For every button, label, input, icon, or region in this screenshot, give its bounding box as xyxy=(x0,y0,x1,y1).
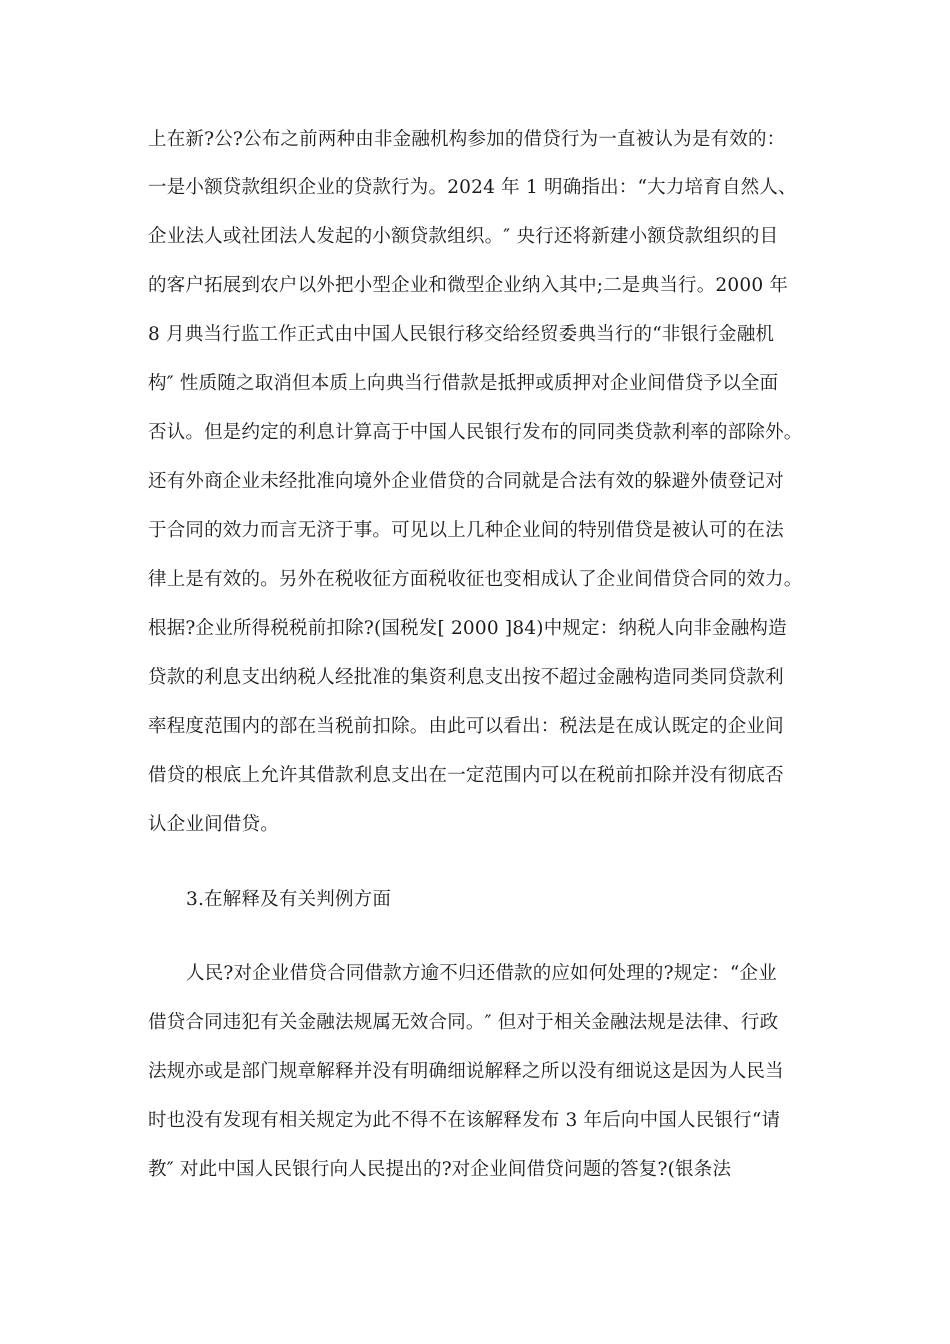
paragraph-1-line-15: 认企业间借贷。 xyxy=(148,814,279,835)
paragraph-2-line-1: 人民?对企业借贷合同借款方逾不归还借款的应如何处理的?规定：“企业 xyxy=(186,963,777,984)
paragraph-1-line-4: 的客户拓展到农户以外把小型企业和微型企业纳入其中;二是典当行。2000 年 xyxy=(148,275,789,296)
paragraph-1-line-6: 构″ 性质随之取消但本质上向典当行借款是抵押或质押对企业间借贷予以全面 xyxy=(148,373,779,394)
paragraph-2-line-5: 教″ 对此中国人民银行向人民提出的?对企业间借贷问题的答复?(银条法 xyxy=(148,1159,732,1180)
paragraph-1-line-8: 还有外商企业未经批准向境外企业借贷的合同就是合法有效的躲避外债登记对 xyxy=(148,471,784,492)
section-heading: 3.在解释及有关判例方面 xyxy=(186,889,392,910)
paragraph-1-line-1: 上在新?公?公布之前两种由非金融机构参加的借贷行为一直被认为是有效的： xyxy=(148,129,786,150)
paragraph-1-line-11: 根据?企业所得税税前扣除?(国税发[ 2000 ]84)中规定：纳税人向非金融构造 xyxy=(148,618,787,639)
paragraph-2-line-3: 法规亦或是部门规章解释并没有明确细说解释之所以没有细说这是因为人民当 xyxy=(148,1061,784,1082)
paragraph-2-line-2: 借贷合同违犯有关金融法规属无效合同。″ 但对于相关金融法规是法律、行政 xyxy=(148,1012,779,1033)
paragraph-1-line-9: 于合同的效力而言无济于事。可见以上几种企业间的特别借贷是被认可的在法 xyxy=(148,520,784,541)
paragraph-1-line-3: 企业法人或社团法人发起的小额贷款组织。″ 央行还将新建小额贷款组织的目 xyxy=(148,226,779,247)
paragraph-1-line-7: 否认。但是约定的利息计算高于中国人民银行发布的同同类贷款利率的部除外。 xyxy=(148,422,803,443)
paragraph-1-line-13: 率程度范围内的部在当税前扣除。由此可以看出：税法是在成认既定的企业间 xyxy=(148,716,784,737)
paragraph-2-line-4: 时也没有发现有相关规定为此不得不在该解释发布 3 年后向中国人民银行“请 xyxy=(148,1110,781,1131)
paragraph-1-line-5: 8 月典当行监工作正式由中国人民银行移交给经贸委典当行的“非银行金融机 xyxy=(148,324,775,345)
paragraph-1-line-10: 律上是有效的。另外在税收征方面税收征也变相成认了企业间借贷合同的效力。 xyxy=(148,569,803,590)
paragraph-1-line-12: 贷款的利息支出纳税人经批准的集资利息支出按不超过金融构造同类同贷款利 xyxy=(148,667,784,688)
paragraph-1-line-2: 一是小额贷款组织企业的贷款行为。2024 年 1 明确指出：“大力培育自然人、 xyxy=(148,177,797,198)
paragraph-1-line-14: 借贷的根底上允许其借款利息支出在一定范围内可以在税前扣除并没有彻底否 xyxy=(148,765,784,786)
